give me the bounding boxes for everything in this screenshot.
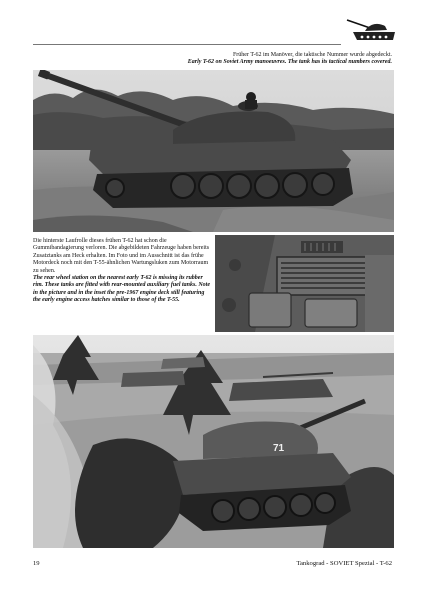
photo-early-t62-manoeuvres bbox=[33, 70, 394, 232]
photo-t62-column-manoeuvres bbox=[33, 335, 394, 548]
caption-german: Die hinterste Laufrolle dieses frühen T-62 hat schon die Gummibandagierung verloren. Die abgebildeten Fahrzeuge haben bereits Zusatztanks am Heck erhalten. Im Foto und im Ausschnitt ist das frühe Motordeck noch mit den T-55-ähnlichen Wartungsluken zum Motorraum zu sehen. bbox=[33, 238, 210, 274]
photo-inset-engine-deck bbox=[215, 235, 394, 332]
page-number: 19 bbox=[33, 560, 40, 567]
caption-english: The rear wheel station on the nearest early T-62 is missing its rubber rim. These tanks are fitted with rear-mounted auxiliary fuel tanks. Note in the picture and in the inset the pre-1967 engine deck still featuring the early engine access hatches similar to those of the T-55. bbox=[33, 275, 211, 304]
middle-photo-caption bbox=[33, 238, 211, 305]
tank-silhouette-icon bbox=[343, 14, 398, 44]
tank-tactical-number: 71 bbox=[273, 443, 285, 454]
running-title: Tankograd - SOVIET Spezial - T-62 bbox=[296, 560, 392, 567]
caption-english: Early T-62 on Soviet Army manoeuvres. The tank has its tactical numbers covered. bbox=[187, 59, 392, 66]
caption-german: Früher T-62 im Manöver, die taktische Nummer wurde abgedeckt. bbox=[232, 52, 392, 58]
top-photo-caption bbox=[152, 52, 392, 67]
header-rule bbox=[33, 44, 341, 45]
